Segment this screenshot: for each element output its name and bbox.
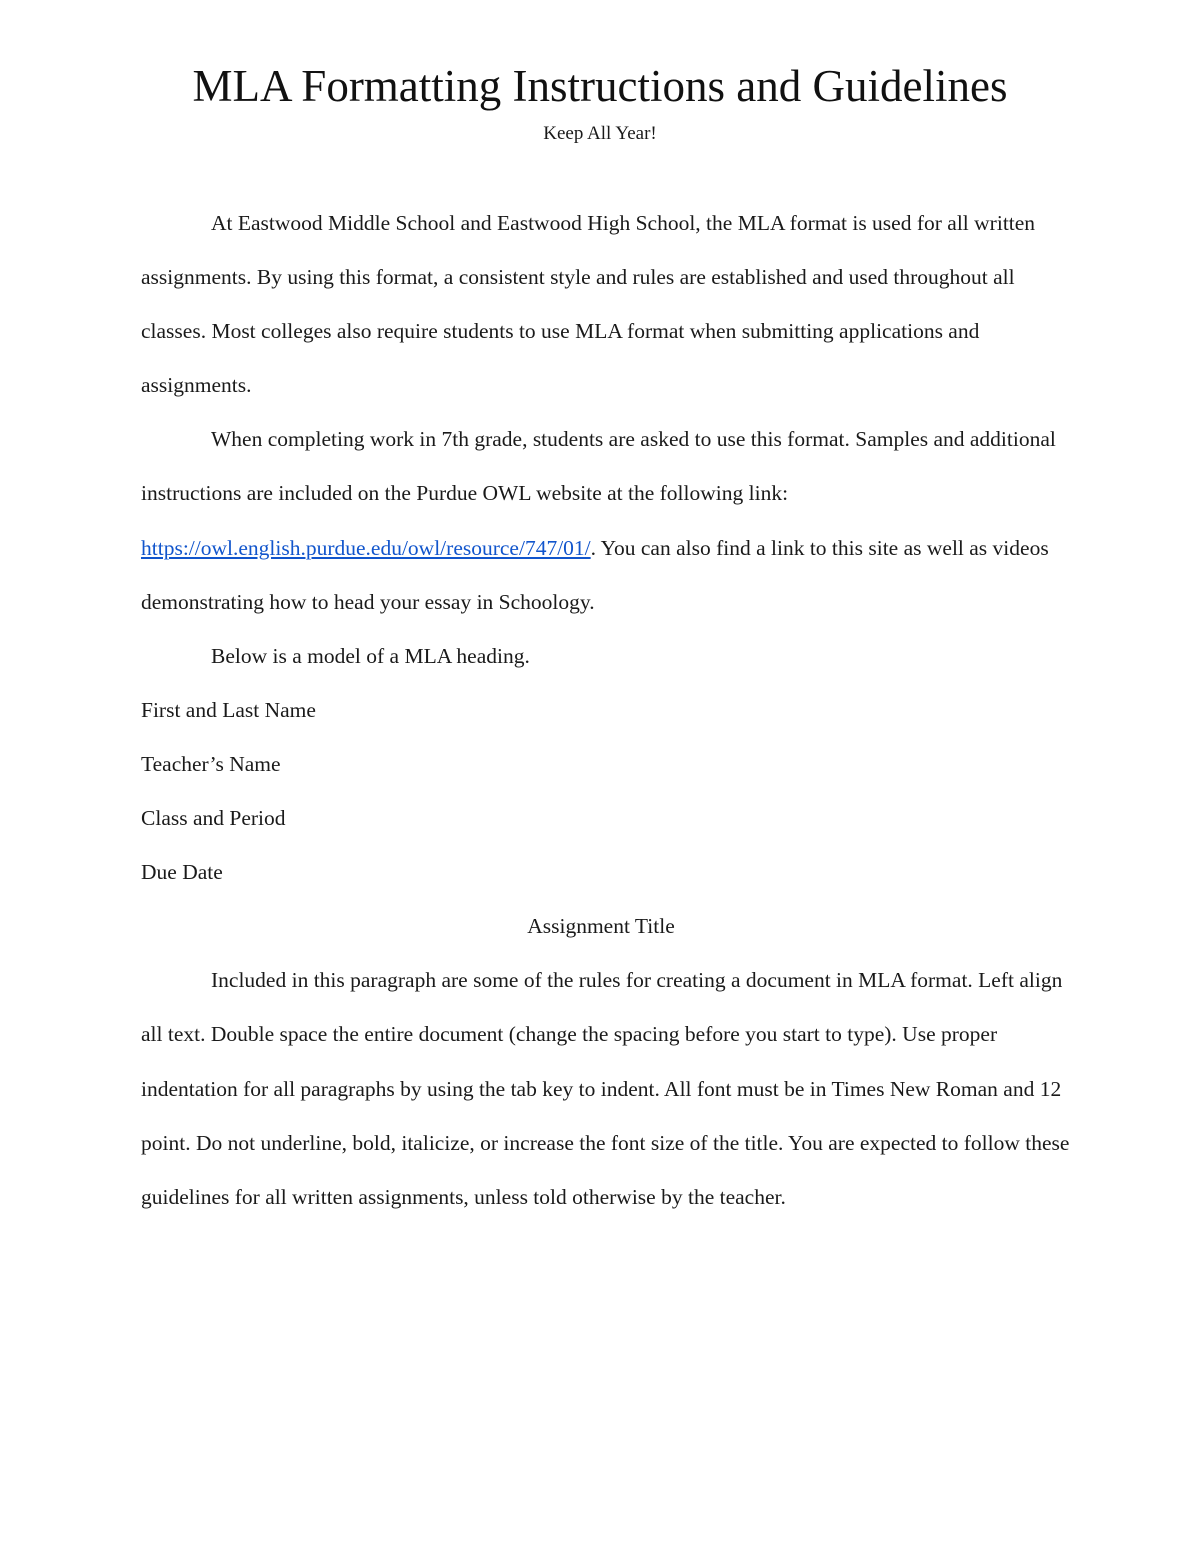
heading-line-name: First and Last Name (141, 697, 316, 722)
heading-line-due-date: Due Date (141, 860, 223, 885)
owl-paragraph-lead: When completing work in 7th grade, students are asked to use this format. Samples and additional instructions are included on the Purdue OWL website at the following link: (141, 427, 1056, 506)
purdue-owl-link[interactable]: https://owl.english.purdue.edu/owl/resource/747/01/ (141, 535, 591, 560)
intro-paragraph: At Eastwood Middle School and Eastwood High School, the MLA format is used for all written assignments. By using this format, a consistent style and rules are established and used throughout all classes. Most colleges also require students to use MLA format when submitting applications and assignments. (141, 211, 1036, 398)
document-body (141, 196, 1071, 1224)
heading-line-teacher: Teacher’s Name (141, 751, 281, 776)
document-subtitle: Keep All Year! (543, 123, 657, 144)
heading-line-class: Class and Period (141, 806, 286, 831)
document-title: MLA Formatting Instructions and Guidelines (192, 61, 1008, 111)
assignment-title: Assignment Title (527, 914, 675, 939)
owl-paragraph (141, 412, 1071, 628)
rules-paragraph: Included in this paragraph are some of the rules for creating a document in MLA format. Left align all text. Double space the entire document (change the spacing before you start to type). Use proper indentation for all paragraphs by using the tab key to indent. All font must be in Times New Roman and 12 point. Do not underline, bold, italicize, or increase the font size of the title. You are expected to follow these guidelines for all written assignments, unless told otherwise by the teacher. (141, 968, 1070, 1209)
owl-paragraph-tail: . You can also find a link to this site as well as videos demonstrating how to head your essay in Schoology. (141, 535, 1049, 614)
heading-model-intro: Below is a model of a MLA heading. (211, 643, 530, 668)
